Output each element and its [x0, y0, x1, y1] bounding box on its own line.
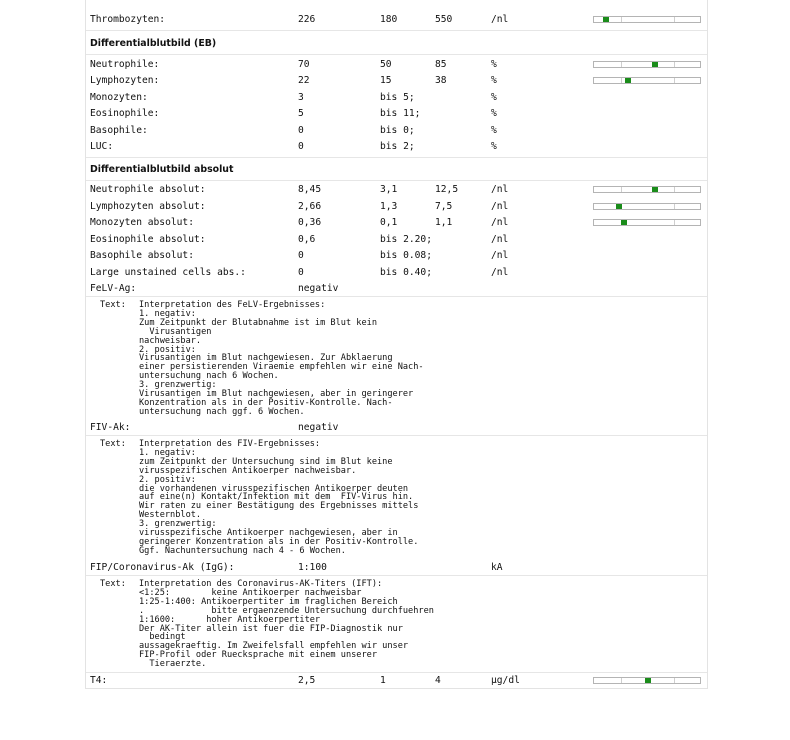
result-value: 2,66	[298, 201, 322, 212]
result-row-abs-4	[86, 249, 707, 263]
range-tick	[621, 187, 622, 192]
result-row-abs-2	[86, 216, 707, 230]
reference-max: 12,5	[435, 184, 459, 195]
analyte-name: Neutrophile absolut:	[90, 184, 206, 195]
reference-max: 85	[435, 59, 447, 70]
result-unit: /nl	[491, 267, 509, 278]
result-row-t4	[86, 674, 707, 688]
reference-min: 3,1	[380, 184, 398, 195]
result-row-fip	[86, 561, 707, 575]
value-marker	[621, 220, 627, 225]
result-value: 0,36	[298, 217, 322, 228]
reference-min: 1	[380, 675, 386, 686]
range-tick	[621, 78, 622, 83]
reference-max: 1,1	[435, 217, 453, 228]
reference-min: bis 0.08;	[380, 250, 432, 261]
reference-min: bis 2;	[380, 141, 415, 152]
result-row-thrombozyten	[86, 13, 707, 27]
analyte-name: Neutrophile:	[90, 59, 160, 70]
analyte-name: Eosinophile:	[90, 108, 160, 119]
result-unit: %	[491, 141, 497, 152]
range-tick	[674, 62, 675, 67]
result-unit: %	[491, 75, 497, 86]
result-value: 5	[298, 108, 304, 119]
result-unit: /nl	[491, 217, 509, 228]
analyte-name: T4:	[90, 675, 108, 686]
result-value: 8,45	[298, 184, 322, 195]
row-divider	[86, 30, 707, 31]
analyte-name: Monozyten:	[90, 92, 148, 103]
range-tick	[621, 678, 622, 683]
reference-min: 180	[380, 14, 398, 25]
result-row-diff-0	[86, 58, 707, 72]
fiv-interpretation-text: Interpretation des FIV-Ergebnisses: 1. negativ: zum Zeitpunkt der Untersuchung sind im Blut keine virusspezifischen Antikoerper nachweisbar. 2. positiv: die vorhandenen virusspezifischen Antikoerper deuten auf eine(n) Kontakt/Infektion mit dem FIV-Virus hin. Wir raten zu einer Bestätigung des Ergebnisses mittels Westernblot. 3. grenzwertig: virusspezifische Antikoerper nachgewiesen, aber in geringerer Konzentration als in der Positiv-Kontrolle. Ggf. Nachuntersuchung nach 4 - 6 Wochen.	[139, 439, 419, 556]
result-row-diff-3	[86, 107, 707, 121]
reference-range-bar	[593, 203, 701, 210]
range-tick	[621, 62, 622, 67]
value-marker	[616, 204, 622, 209]
analyte-name: Lymphozyten:	[90, 75, 160, 86]
result-unit: %	[491, 92, 497, 103]
range-tick	[674, 220, 675, 225]
analyte-name: Basophile:	[90, 125, 148, 136]
result-value: 3	[298, 92, 304, 103]
reference-range-bar	[593, 77, 701, 84]
result-unit: /nl	[491, 250, 509, 261]
result-value: 1:100	[298, 562, 327, 573]
range-tick	[621, 17, 622, 22]
reference-min: 50	[380, 59, 392, 70]
result-row-abs-3	[86, 233, 707, 247]
section-title-absolut: Differentialblutbild absolut	[90, 164, 234, 175]
range-tick	[674, 187, 675, 192]
range-tick	[674, 78, 675, 83]
reference-min: bis 0.40;	[380, 267, 432, 278]
row-divider	[86, 157, 707, 158]
reference-min: bis 2.20;	[380, 234, 432, 245]
analyte-name: Eosinophile absolut:	[90, 234, 206, 245]
section-title-differentialblutbild: Differentialblutbild (EB)	[90, 38, 217, 49]
reference-range-bar	[593, 186, 701, 193]
result-value: negativ	[298, 283, 339, 294]
analyte-name: FeLV-Ag:	[90, 283, 137, 294]
reference-range-bar	[593, 219, 701, 226]
result-row-abs-0	[86, 183, 707, 197]
result-value: 22	[298, 75, 310, 86]
reference-max: 4	[435, 675, 441, 686]
result-unit: /nl	[491, 184, 509, 195]
result-row-diff-2	[86, 91, 707, 105]
reference-min: 0,1	[380, 217, 398, 228]
result-unit: /nl	[491, 201, 509, 212]
result-value: 0	[298, 250, 304, 261]
analyte-name: Lymphozyten absolut:	[90, 201, 206, 212]
analyte-name: Thrombozyten:	[90, 14, 166, 25]
result-value: 0	[298, 125, 304, 136]
reference-min: bis 0;	[380, 125, 415, 136]
analyte-name: Basophile absolut:	[90, 250, 194, 261]
result-unit: kA	[491, 562, 503, 573]
reference-range-bar	[593, 677, 701, 684]
reference-max: 7,5	[435, 201, 453, 212]
row-divider	[86, 180, 707, 181]
result-row-diff-4	[86, 124, 707, 138]
value-marker	[645, 678, 651, 683]
analyte-name: FIP/Coronavirus-Ak (IgG):	[90, 562, 235, 573]
result-unit: /nl	[491, 14, 509, 25]
result-unit: %	[491, 108, 497, 119]
result-unit: %	[491, 59, 497, 70]
row-divider	[86, 54, 707, 55]
row-divider	[86, 296, 707, 297]
reference-min: bis 11;	[380, 108, 421, 119]
result-unit: µg/dl	[491, 675, 520, 686]
result-value: 226	[298, 14, 316, 25]
analyte-name: Large unstained cells abs.:	[90, 267, 246, 278]
result-value: 0,6	[298, 234, 316, 245]
reference-min: 15	[380, 75, 392, 86]
range-tick	[674, 204, 675, 209]
result-value: 70	[298, 59, 310, 70]
reference-max: 38	[435, 75, 447, 86]
value-marker	[652, 187, 658, 192]
felv-text-label: Text:	[100, 300, 126, 310]
result-unit: /nl	[491, 234, 509, 245]
result-row-diff-1	[86, 74, 707, 88]
analyte-name: FIV-Ak:	[90, 422, 131, 433]
value-marker	[625, 78, 631, 83]
value-marker	[652, 62, 658, 67]
fip-interpretation-text: Interpretation des Coronavirus-AK-Titers (IFT): <1:25: keine Antikoerper nachweisbar 1:25-1:400: Antikoerpertiter im fraglichen Bereich . bitte ergaenzende Untersuchung durchfuehren 1:1600: hoher Antikoerpertiter Der AK-Titer allein ist fuer die FIP-Diagnostik nur bedingt aussagekraeftig. Im Zweifelsfall empfehlen wir unser FIP-Profil oder Ruecksprache mit einem unserer Tieraerzte.	[139, 579, 434, 670]
result-value: 0	[298, 267, 304, 278]
row-divider	[86, 575, 707, 576]
result-value: 0	[298, 141, 304, 152]
result-row-felv	[86, 282, 707, 296]
result-value: 2,5	[298, 675, 316, 686]
range-tick	[674, 17, 675, 22]
lab-report	[85, 0, 708, 689]
analyte-name: Monozyten absolut:	[90, 217, 194, 228]
reference-range-bar	[593, 16, 701, 23]
fiv-text-label: Text:	[100, 439, 126, 449]
reference-min: 1,3	[380, 201, 398, 212]
result-row-diff-5	[86, 140, 707, 154]
reference-range-bar	[593, 61, 701, 68]
felv-interpretation-text: Interpretation des FeLV-Ergebnisses: 1. negativ: Zum Zeitpunkt der Blutabnahme ist im Blut kein Virusantigen nachweisbar. 2. positiv: Virusantigen im Blut nachgewiesen. Zur Abklaerung einer persistierenden Viraemie empfehlen wir eine Nach- untersuchung nach 6 Wochen. 3. grenzwertig: Virusantigen im Blut nachgewiesen, aber in geringerer Konzentration als in der Positiv-Kontrolle. Nach- untersuchung nach ggf. 6 Wochen.	[139, 300, 424, 417]
result-value: negativ	[298, 422, 339, 433]
range-tick	[674, 678, 675, 683]
reference-max: 550	[435, 14, 453, 25]
result-row-fiv	[86, 421, 707, 435]
result-unit: %	[491, 125, 497, 136]
analyte-name: LUC:	[90, 141, 114, 152]
fip-text-label: Text:	[100, 579, 126, 589]
reference-min: bis 5;	[380, 92, 415, 103]
value-marker	[603, 17, 609, 22]
result-row-abs-1	[86, 200, 707, 214]
row-divider	[86, 435, 707, 436]
row-divider	[86, 672, 707, 673]
result-row-abs-5	[86, 266, 707, 280]
